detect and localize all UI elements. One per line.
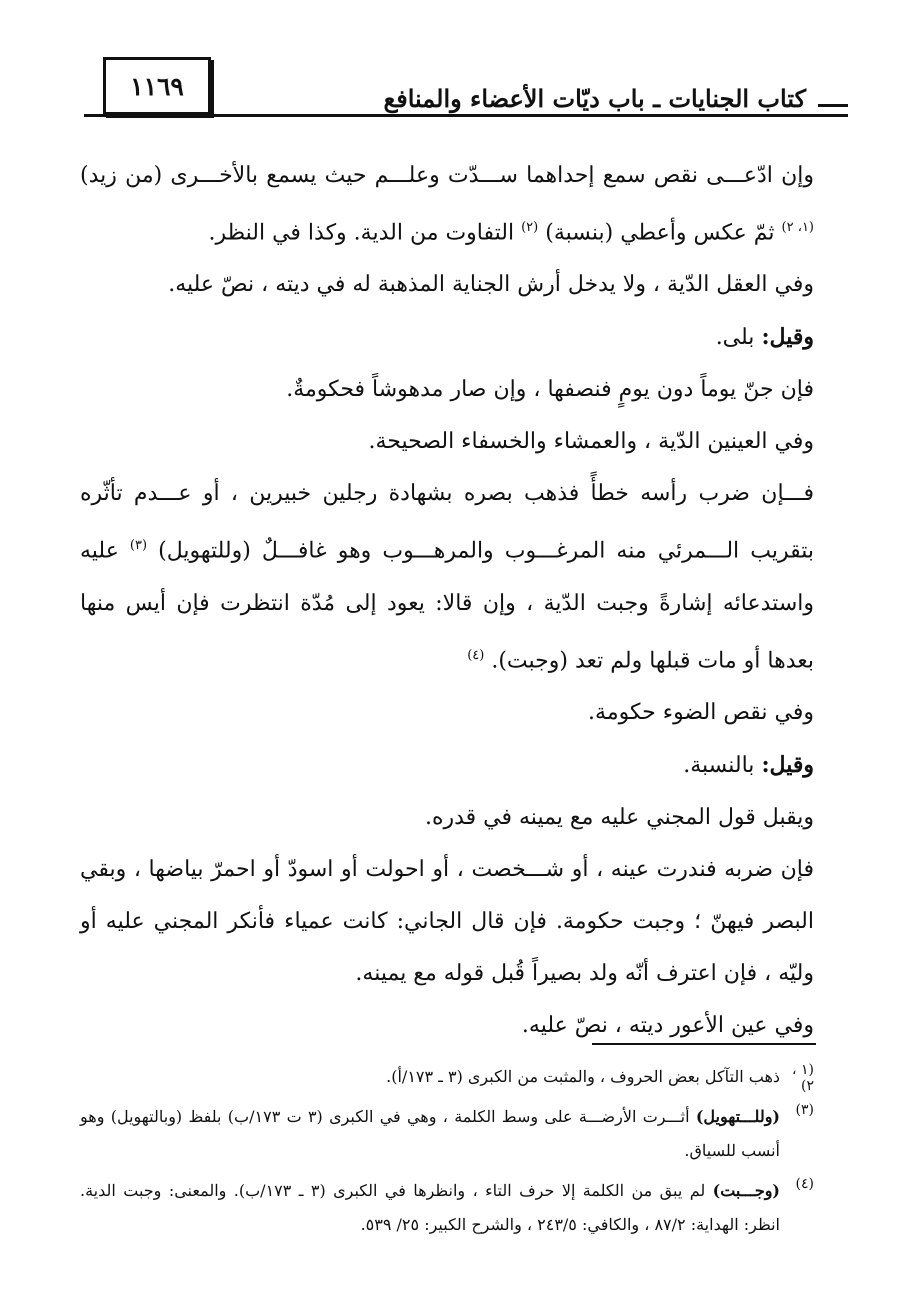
running-title: كتاب الجنايات ـ باب ديّات الأعضاء والمنافع <box>375 84 814 113</box>
paragraph <box>80 792 814 844</box>
paragraph-text: وإن ادّعـــى نقص سمع إحداهما ســـدّت وعلـــم حيث يسمع بالأخـــرى (من زيد) <box>80 163 814 188</box>
paragraph-text: ثمّ عكس وأعطي (بنسبة) <box>545 220 775 246</box>
paragraph-text: فإن ضربه فندرت عينه ، أو شـــخصت ، أو احولت أو اسودّ أو احمرّ بياضها ، وبقي البصر فيهنّ ؛ وجبت حكومة. فإن قال الجاني: كانت عمياء فأنكر المجني عليه أو وليّه ، فإن اعترف أنّه ولد بصيراً قُبل قوله مع يمينه. <box>80 856 814 986</box>
paragraph <box>80 364 814 416</box>
paragraph <box>80 416 814 468</box>
paragraph-text: وفي نقص الضوء حكومة. <box>588 699 814 725</box>
footnote <box>80 1060 814 1094</box>
paragraph <box>80 311 814 364</box>
footnote-ref[interactable]: (٤) <box>467 647 485 663</box>
footnote-lead: (وللـــتهويل) <box>695 1107 780 1126</box>
paragraph-text: عليه واستدعائه إشارةً وجبت الدّية ، وإن قالا: يعود إلى مُدّة انتظرت فإن أيس منها بعدها أو مات قبلها ولم تعد (وجبت). <box>80 538 814 673</box>
paragraph <box>80 259 814 311</box>
paragraph-text: وفي العقل الدّية ، ولا يدخل أرش الجناية المذهبة له في ديته ، نصّ عليه. <box>168 272 814 298</box>
footnote-lead: (وجـــبت) <box>712 1181 780 1200</box>
footnote <box>80 1174 814 1242</box>
footnote-mark: (١ ، ٢) <box>792 1062 814 1094</box>
paragraph <box>80 844 814 1000</box>
paragraph-text: فـــإن ضرب رأسه خطأً فذهب بصره بشهادة رجلين خبيرين ، أو عـــدم تأثّره بتقريب الـــمرئي منه المرغـــوب والمرهـــوب وهو غافـــلٌ (وللتهويل) <box>80 481 814 564</box>
paragraph-lead: وقيل: <box>761 324 814 351</box>
footnote-separator <box>592 1043 816 1045</box>
paragraph-text: وفي عين الأعور ديته ، نصّ عليه. <box>521 1012 814 1038</box>
footnote <box>80 1100 814 1168</box>
paragraph-text: بالنسبة. <box>683 752 755 778</box>
footnote-body: أثـــرت الأرضـــة على وسط الكلمة ، وهي في الكبرى (٣ ت ١٧٣/ب) بلفظ (وبالتهويل) وهو أنسب للسياق. <box>80 1107 780 1160</box>
paragraph-text: فإن جنّ يوماً دون يومٍ فنصفها ، وإن صار مدهوشاً فحكومةٌ. <box>286 377 814 403</box>
footnote-text <box>80 1100 780 1168</box>
header-dash-right <box>818 104 848 107</box>
footnote-ref[interactable]: (١، ٢) <box>781 220 814 235</box>
footnote-body: ذهب التآكل بعض الحروف ، والمثبت من الكبرى (٣ ـ ١٧٣/أ). <box>386 1067 780 1086</box>
page-number: ١١٦٩ <box>130 71 184 101</box>
header-rule <box>84 114 848 117</box>
paragraph <box>80 687 814 739</box>
main-text <box>80 150 814 1052</box>
paragraph-text: ويقبل قول المجني عليه مع يمينه في قدره. <box>424 804 814 830</box>
footnote-mark: (٣) <box>795 1102 814 1118</box>
paragraph <box>80 150 814 259</box>
footnote-ref[interactable]: (٣) <box>129 538 148 554</box>
footnote-body: لم يبق من الكلمة إلا حرف التاء ، وانظرها في الكبرى (٣ ـ ١٧٣/ب). والمعنى: وجبت الدية. انظر: الهداية: ٨٧/٢ ، والكافي: ٢٤٣/٥ ، والشرح الكبير: ٢٥/ ٥٣٩. <box>80 1181 780 1234</box>
paragraph-text: وفي العينين الدّية ، والعمشاء والخسفاء الصحيحة. <box>368 429 814 455</box>
footnote-ref[interactable]: (٢) <box>521 220 539 235</box>
paragraph-text: التفاوت من الدية. وكذا في النظر. <box>208 220 515 246</box>
paragraph <box>80 468 814 687</box>
page-number-box <box>103 57 211 115</box>
paragraph-text: بلى. <box>715 325 755 351</box>
footnote-text <box>80 1060 780 1094</box>
footnotes <box>80 1060 814 1248</box>
footnote-text <box>80 1174 780 1242</box>
paragraph-lead: وقيل: <box>761 751 814 778</box>
footnote-mark: (٤) <box>795 1176 814 1192</box>
paragraph <box>80 739 814 792</box>
